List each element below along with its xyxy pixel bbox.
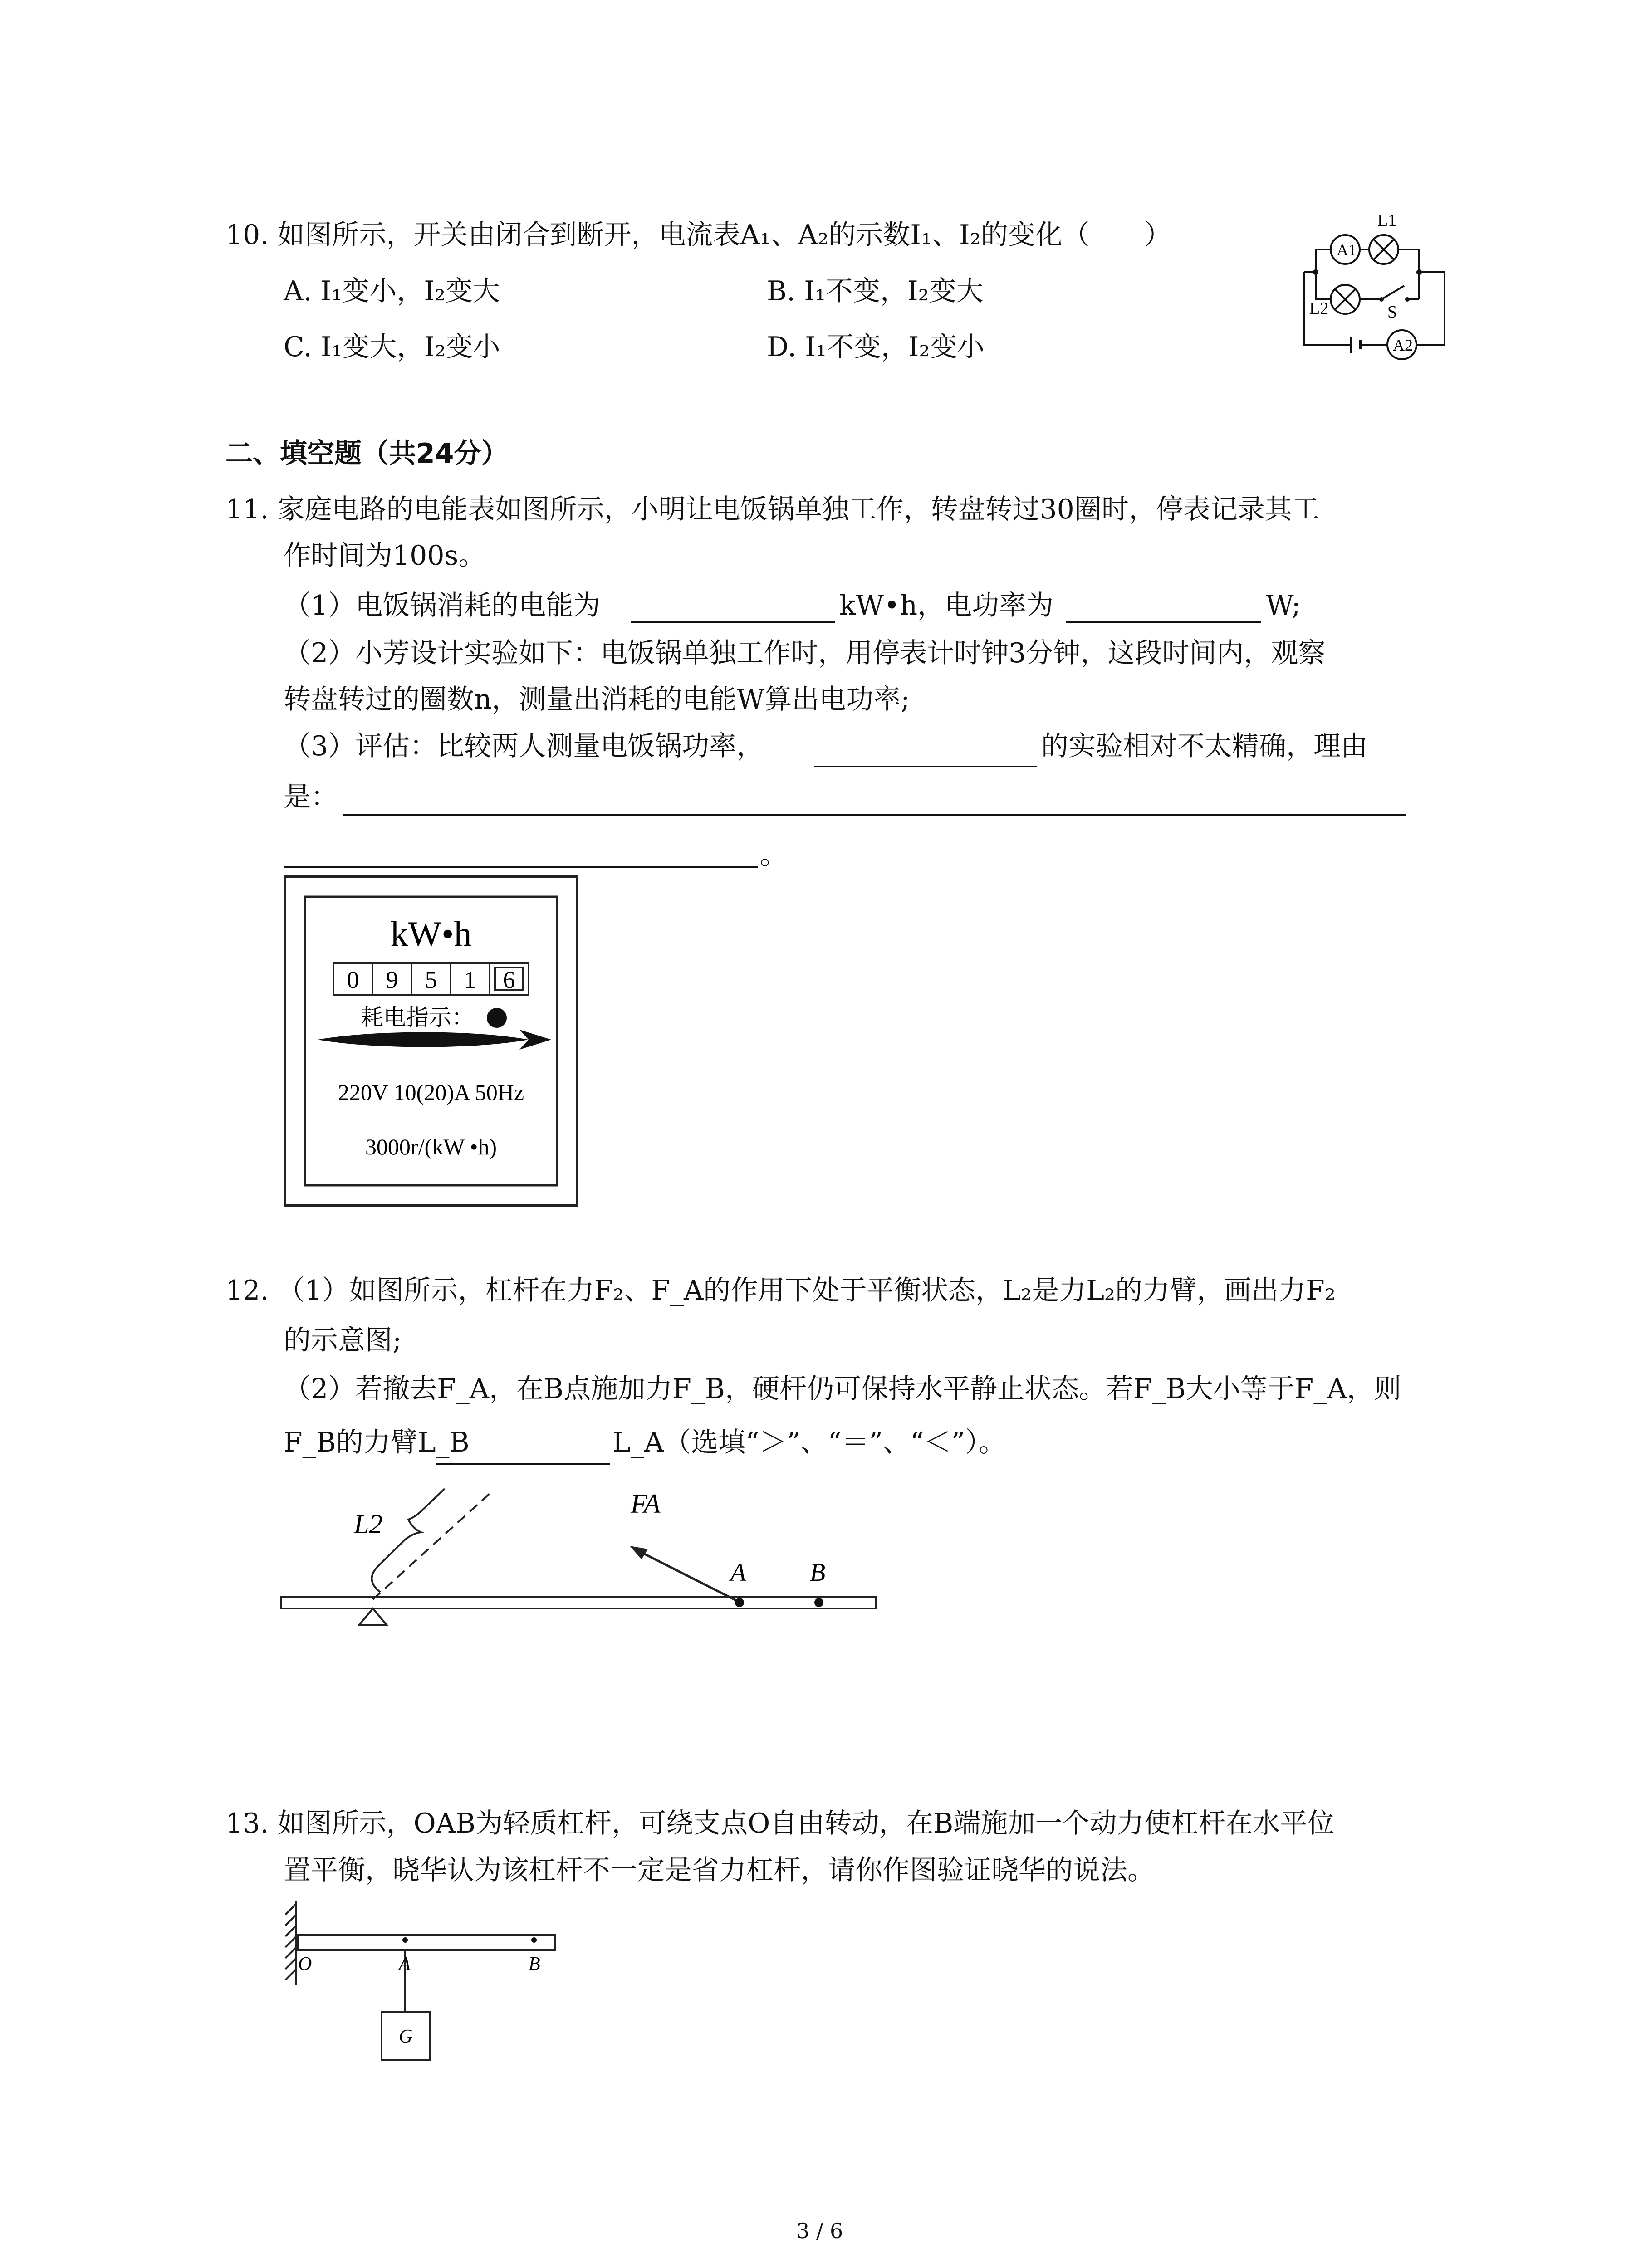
q11-stem-line2: 作时间为100s。 (284, 540, 486, 572)
q11-meter-spec: 220V 10(20)A 50Hz (338, 1080, 524, 1105)
q11-blank-reason-line1[interactable] (343, 814, 1406, 816)
q11-part3-b: 的实验相对不太精确，理由 (1041, 730, 1368, 762)
q12-lever-bar (281, 1597, 876, 1608)
q11-meter-digit-3: 5 (425, 966, 437, 993)
q11-part1-c: W; (1266, 590, 1301, 621)
section2-title: 二、填空题（共24分） (225, 438, 509, 469)
q13-lever-bar (298, 1935, 555, 1950)
q12-l2-brace (372, 1489, 445, 1592)
q11-part3-c: 是： (284, 781, 338, 813)
q12-fig-b-label: B (810, 1559, 826, 1587)
q11-blank-reason-line2[interactable] (284, 866, 758, 868)
q12-point-a (735, 1598, 744, 1607)
q12-fig-l2-label: L2 (354, 1509, 383, 1539)
q11-end-mark: 。 (760, 839, 787, 871)
q11-part1-a: （1）电饭锅消耗的电能为 (284, 590, 601, 621)
q11-part1-b: kW•h，电功率为 (839, 590, 1054, 621)
q12-line4-b: L_A（选填“＞”、“＝”、“＜”）。 (612, 1427, 1006, 1458)
q12-line2: 的示意图; (284, 1325, 402, 1356)
q10-stem: 10. 如图所示，开关由闭合到断开，电流表A₁、A₂的示数I₁、I₂的变化（ ） (225, 219, 1171, 251)
q11-blank-less-accurate[interactable] (814, 766, 1037, 767)
q12-fa-arrowhead-icon (630, 1546, 648, 1559)
q11-part2-line2: 转盘转过的圈数n，测量出消耗的电能W算出电功率; (284, 684, 910, 715)
q12-line1: 12. （1）如图所示，杠杆在力F₂、F_A的作用下处于平衡状态，L₂是力L₂的力臂，画出力F₂ (225, 1275, 1336, 1306)
q13-fig-b-label: B (529, 1954, 540, 1975)
q10-fig-l1-label: L1 (1377, 211, 1397, 230)
q11-meter-indicator-label: 耗电指示： (361, 1004, 474, 1031)
q13-fig-a-label: A (399, 1954, 411, 1975)
q13-line1: 13. 如图所示，OAB为轻质杠杆，可绕支点O自由转动，在B端施加一个动力使杠杆在水平位 (225, 1808, 1335, 1839)
q11-meter-constant: 3000r/(kW •h) (365, 1134, 497, 1159)
q12-fa-arrow (637, 1550, 740, 1602)
q11-blank-energy[interactable] (631, 621, 835, 623)
q11-meter-digit-1: 0 (347, 966, 359, 993)
q11-part2-line1: （2）小芳设计实验如下：电饭锅单独工作时，用停表计时钟3分钟，这段时间内，观察 (284, 637, 1326, 669)
q12-point-b (814, 1598, 823, 1607)
q12-fig-a-label: A (730, 1559, 746, 1587)
q12-f2-line-of-action (373, 1493, 490, 1599)
q11-part3-a: （3）评估：比较两人测量电饭锅功率， (284, 730, 764, 762)
q11-meter-digit-4: 1 (464, 966, 476, 993)
q13-point-a (402, 1937, 408, 1943)
q10-option-a: A. I₁变小，I₂变大 (284, 275, 500, 307)
q10-circuit-diagram (1298, 209, 1452, 363)
q13-fig-o-label: O (298, 1954, 312, 1975)
q11-meter-digit-2: 9 (386, 966, 398, 993)
q11-stem-line1: 11. 家庭电路的电能表如图所示，小明让电饭锅单独工作，转盘转过30圈时，停表记录其工 (225, 494, 1319, 525)
q12-lever-diagram (277, 1483, 880, 1647)
q11-meter-unit: kW•h (390, 914, 472, 953)
q10-option-d: D. I₁不变，I₂变小 (767, 331, 985, 363)
q10-fig-a2-label: A2 (1393, 336, 1413, 354)
q10-option-c: C. I₁变大，I₂变小 (284, 331, 500, 363)
q10-option-b: B. I₁不变，I₂变大 (767, 275, 984, 307)
page-number: 3 / 6 (796, 2219, 843, 2243)
q13-fig-g-label: G (399, 2026, 413, 2047)
q13-line2: 置平衡，晓华认为该杠杆不一定是省力杠杆，请你作图验证晓华的说法。 (284, 1854, 1155, 1886)
q11-meter-digit-5: 6 (503, 966, 515, 993)
q12-line4-a: F_B的力臂L_B (284, 1427, 470, 1458)
q13-lever-diagram (279, 1898, 569, 2071)
q12-line3: （2）若撤去F_A，在B点施加力F_B，硬杆仍可保持水平静止状态。若F_B大小等于F_A，则 (284, 1373, 1401, 1405)
q12-fig-fa-label: FA (631, 1489, 661, 1519)
q11-energy-meter (284, 875, 578, 1207)
q13-point-b (531, 1937, 537, 1943)
q12-fulcrum-icon (359, 1608, 387, 1625)
q12-blank-compare[interactable] (436, 1463, 610, 1465)
q10-fig-l2-label: L2 (1309, 299, 1329, 318)
q10-fig-a1-label: A1 (1337, 241, 1357, 259)
q10-fig-s-label: S (1387, 303, 1397, 322)
q11-blank-power[interactable] (1066, 621, 1261, 623)
q11-meter-indicator-dot (487, 1008, 507, 1028)
q11-meter-arrow-icon (318, 1030, 551, 1050)
